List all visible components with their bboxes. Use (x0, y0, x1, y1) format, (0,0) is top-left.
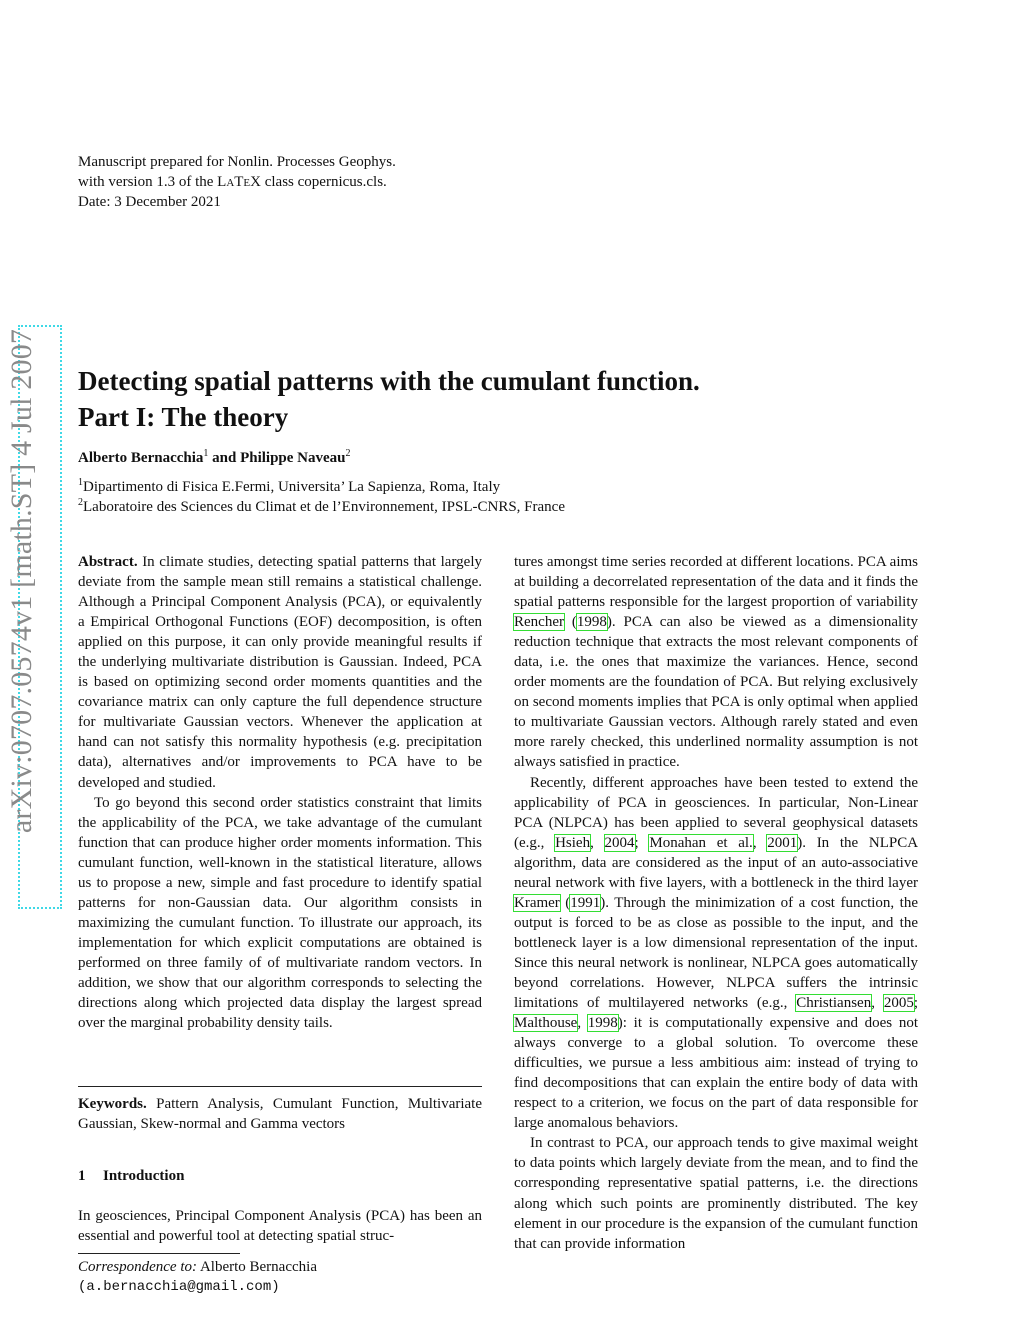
affiliation-2-text: Laboratoire des Sciences du Climat et de l’Environnement, IPSL-CNRS, France (83, 499, 565, 515)
abstract-paragraph-2: To go beyond this second order statistics constraint that limits the applicability of the PCA, we take advantage of the cumulant function that can produce higher order moments information. This cumulant function, well-known in the statistical literature, allows us to propose a new, simple and fast procedure to identify spatial patterns for non-Gaussian data. Our algorithm consists in maximizing the cumulant function. To illustrate our approach, its implementation for which explicit computations are obtained is performed on three family of of multivariate random vectors. In addition, we show that our algorithm corresponds to selecting the directions along which projected data display the largest spread over the marginal probability density tails. (78, 794, 482, 1032)
footnote-line-1 (78, 1257, 317, 1277)
affiliation-1-mark: 1 (78, 477, 83, 488)
citation-christiansen-year[interactable]: 2005 (883, 995, 914, 1012)
abstract-label: Abstract. (78, 554, 138, 570)
header-line-class (78, 172, 396, 192)
intro-paragraph-2: Recently, different approaches have been tested to extend the applicability of PCA in geosciences. In particular, Non-Linear PCA (NLPCA) has been applied to several geophysical datasets (e.g., Hsieh, 2004; Monahan et al., 2001). In the NLPCA algorithm, data are considered as the input of an auto-associative neural network with five layers, with a bottleneck in the third layer Kramer (1991). Through the minimization of a cost function, the output is forced to be as close as possible to the input, and the bottleneck layer is a low dimensional representation of the input. Since this neural network is nonlinear, NLPCA goes automatically beyond correlations. However, NLPCA suffers the intrinsic limitations of multilayered networks (e.g., Christiansen, 2005; Malthouse, 1998): it is computationally expensive and does not always converge to a global solution. To overcome these difficulties, we pursue a less ambitious aim: instead of trying to find decompositions that can explain the entire body of data with respect to a criterion, we focus on the part of data responsible for large anomalous behaviors. (514, 774, 919, 1132)
latex-logo: LaTeX (217, 174, 261, 190)
affiliation-1 (78, 477, 565, 497)
arxiv-identifier[interactable]: arXiv:0707.0574v1 [math.ST] 4 Jul 2007 (5, 328, 38, 834)
author-1: Alberto Bernacchia (78, 450, 204, 466)
correspondence-footnote (78, 1257, 317, 1297)
header-class-suffix: class copernicus.cls. (260, 174, 387, 190)
title-line-2: Part I: The theory (78, 402, 289, 432)
affiliations (78, 477, 565, 517)
abstract-text-1: In climate studies, detecting spatial patterns that largely deviate from the sample mean still remains a statistical challenge. Although a Principal Component Analysis (PCA), or equivalently a Empirical Orthogonal Functions (EOF) decomposition, is often applied on this purpose, it can only provide meaningful results if the underlying multivariate distribution is Gaussian. Indeed, PCA is based on optimizing second order moments quantities and the covariance matrix can only capture the full dependence structure for multivariate Gaussian vectors. Whenever the application at hand can not satisfy this normality hypothesis (e.g. precipitation data), alternatives and/or improvements to PCA have to be developed and studied. (78, 554, 482, 791)
intro-p2-text-d: ): it is computationally expensive and does not always converge to a global solution. To overcome these difficulties, we pursue a less ambitious aim: instead of trying to find decompositions that can explain the entire body of data with respect to a criterion, we focus on the part of data responsible for large anomalous behaviors. (514, 1015, 919, 1132)
citation-malthouse-year[interactable]: 1998 (587, 1015, 618, 1032)
citation-kramer-year[interactable]: 1991 (570, 894, 601, 911)
citation-kramer-author[interactable]: Kramer (514, 894, 560, 911)
citation-malthouse-author[interactable]: Malthouse (514, 1015, 578, 1032)
affiliation-1-text: Dipartimento di Fisica E.Fermi, Universita’ La Sapienza, Roma, Italy (83, 479, 501, 495)
footnote-email: (a.bernacchia@gmail.com) (78, 1279, 280, 1295)
keywords (78, 1094, 482, 1134)
header-class-prefix: with version 1.3 of the (78, 174, 218, 190)
section-heading-introduction (78, 1168, 184, 1185)
abstract-paragraph-1 (78, 552, 482, 793)
intro-right-column (514, 552, 918, 1254)
header-line-date: Date: 3 December 2021 (78, 194, 221, 210)
abstract (78, 552, 482, 1033)
footnote-divider (78, 1253, 240, 1254)
citation-rencher-author[interactable]: Rencher (514, 614, 564, 631)
author-list (78, 450, 351, 467)
keywords-label: Keywords. (78, 1096, 147, 1112)
affiliation-2-mark: 2 (78, 497, 83, 508)
section-number: 1 (78, 1168, 86, 1184)
intro-p1-text-a: tures amongst time series recorded at different locations. PCA aims at building a decorrelated representation of the data and it finds the spatial patterns responsible for the largest proportion of variability (514, 554, 918, 611)
intro-p2-text-c: Through the minimization of a cost function, the output is forced to be as close as possible to the input, and the bottleneck layer is a low dimensional representation of the input. Since this neural network is nonlinear, NLPCA goes automatically beyond correlations. However, NLPCA suffers the intrinsic limitations of multilayered networks (e.g., (514, 894, 918, 1012)
citation-monahan-year[interactable]: 2001 (767, 834, 798, 851)
citation-monahan-author[interactable]: Monahan et al. (649, 834, 753, 851)
keywords-text: Pattern Analysis, Cumulant Function, Multivariate Gaussian, Skew-normal and Gamma vectors (78, 1096, 482, 1132)
citation-hsieh-year[interactable]: 2004 (604, 834, 635, 851)
header-line-journal: Manuscript prepared for Nonlin. Processes Geophys. (78, 154, 396, 170)
section-title: Introduction (103, 1168, 185, 1184)
intro-paragraph-left: In geosciences, Principal Component Analysis (PCA) has been an essential and powerful tool at detecting spatial struc- (78, 1208, 482, 1244)
citation-rencher-year[interactable]: 1998 (576, 614, 607, 631)
manuscript-header (78, 152, 396, 212)
author-2-affil: 2 (345, 448, 351, 459)
footnote-label: Correspondence to: (78, 1259, 198, 1275)
intro-paragraph-3: In contrast to PCA, our approach tends to give maximal weight to data points which largely deviate from the mean, and to find the corresponding representative spatial patterns, i.e. the directions along which such points are prominently distributed. The key element in our procedure is the expansion of the cumulant function that can provide information (514, 1135, 918, 1252)
citation-christiansen-author[interactable]: Christiansen (796, 995, 872, 1012)
intro-p2-text-b: In the NLPCA algorithm, data are considered as the input of an auto-associative neural network with five layers, with a bottleneck in the third layer (514, 834, 919, 891)
author-2: Philippe Naveau (240, 450, 346, 466)
author-1-affil: 1 (203, 448, 209, 459)
citation-hsieh-author[interactable]: Hsieh (555, 834, 591, 851)
intro-p1-text-b: PCA can also be viewed as a dimensionality reduction technique that extracts the most relevant components of data, i.e. the ones that maximize the variances. Hence, second order moments are the foundation of PCA. But relying exclusively on second moments implies that PCA is only optimal when applied to multivariate Gaussian vectors. Although rarely stated and even more rarely checked, this underlined normality assumption is not always satisfied in practice. (514, 614, 918, 771)
footnote-name: Alberto Bernacchia (199, 1259, 317, 1275)
keywords-divider (78, 1086, 482, 1087)
title-line-1: Detecting spatial patterns with the cumulant function. (78, 366, 700, 396)
intro-paragraph-1: tures amongst time series recorded at different locations. PCA aims at building a decorrelated representation of the data and it finds the spatial patterns responsible for the largest proportion of variability Rencher (1998). PCA can also be viewed as a dimensionality reduction technique that extracts the most relevant components of data, i.e. the ones that maximize the variances. Hence, second order moments are the foundation of PCA. But relying exclusively on second moments implies that PCA is only optimal when applied to multivariate Gaussian vectors. Although rarely stated and even more rarely checked, this underlined normality assumption is not always satisfied in practice. (514, 554, 918, 771)
intro-p2-text-a: Recently, different approaches have been tested to extend the applicability of PCA in geosciences. In particular, Non-Linear PCA (NLPCA) has been applied to several geophysical datasets (e.g., (514, 774, 918, 851)
author-joiner: and (208, 450, 241, 466)
paper-title (78, 363, 700, 435)
affiliation-2 (78, 497, 565, 517)
